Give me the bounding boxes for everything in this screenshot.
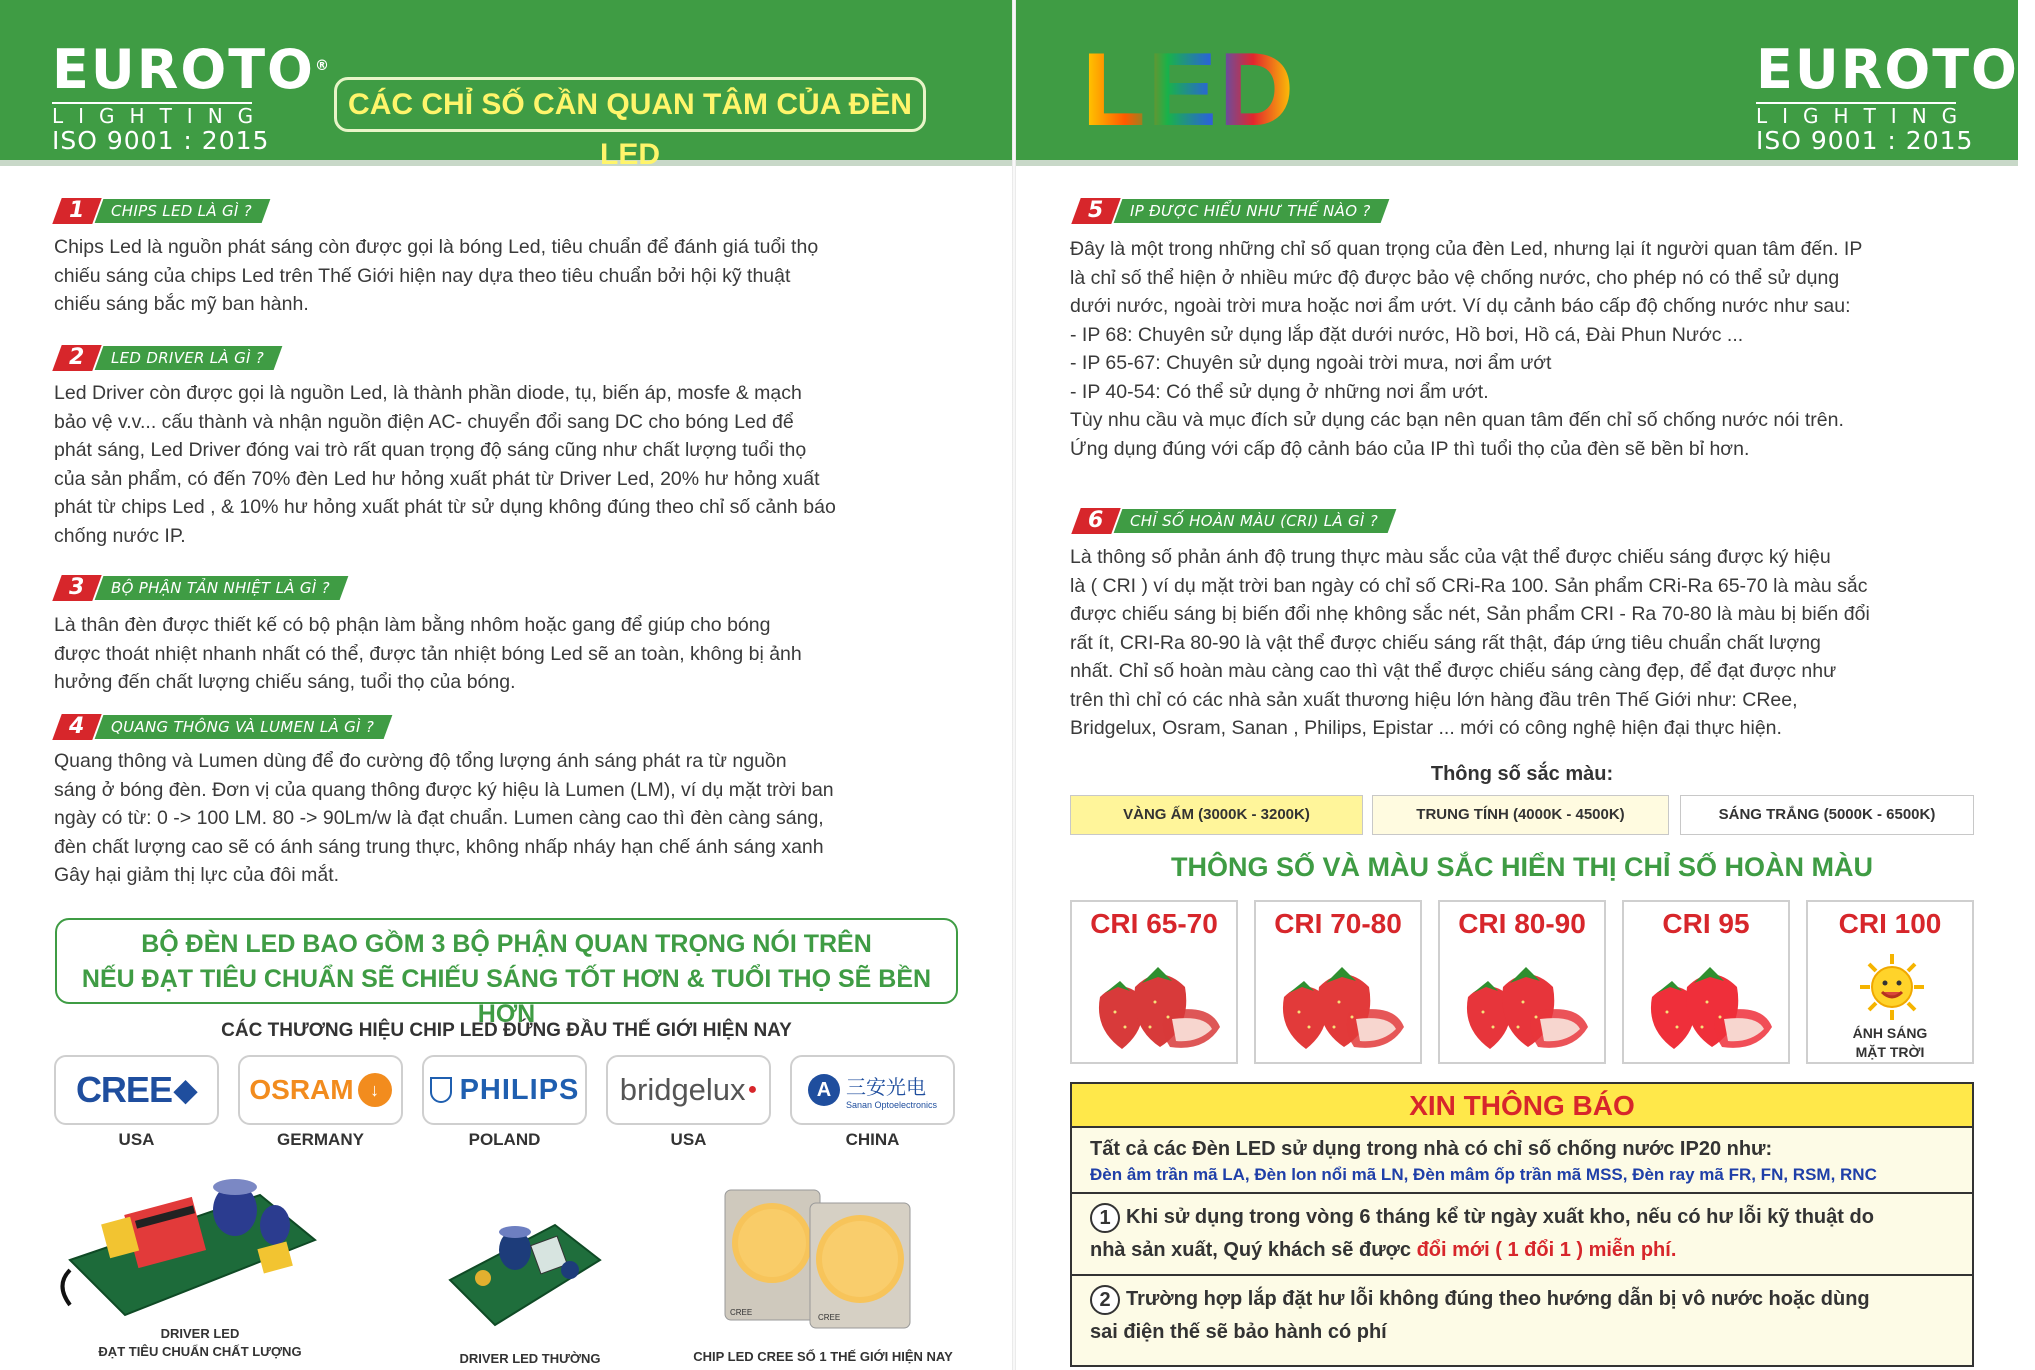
logo-brand: EUROTO [1756, 38, 2019, 101]
brand-card-bridgelux [606, 1055, 771, 1125]
text-line: Led Driver còn được gọi là nguồn Led, là thành phần diode, tụ, biến áp, mosfe & mạch [54, 382, 802, 404]
brand-card-cree [54, 1055, 219, 1125]
temp-warm: VÀNG ẤM (3000K - 3200K) [1070, 795, 1363, 835]
summary-line-1: BỘ ĐÈN LED BAO GỒM 3 BỘ PHẬN QUAN TRỌNG NÓI TRÊN [141, 930, 872, 958]
cri-label: CRI 95 [1662, 908, 1750, 939]
logo-registered: ® [314, 58, 331, 74]
brand-country: USA [670, 1130, 707, 1149]
logo-lighting: LIGHTING [1756, 104, 1973, 128]
text-line: chống nước IP. [54, 524, 186, 547]
text-line: hưởng đến chất lượng chiếu sáng, tuổi thọ của bóng. [54, 671, 516, 693]
driver-led-quality-caption [80, 1325, 320, 1361]
bridgelux-dot-icon: ● [747, 1081, 758, 1098]
brand-card-sanan [790, 1055, 955, 1125]
cri-label: CRI 80-90 [1458, 908, 1586, 939]
text-line: Đây là một trong những chỉ số quan trọng của đèn Led, nhưng lại ít người quan tâm đến. IP [1070, 238, 1863, 260]
section-6-tag [1076, 508, 1392, 534]
led-title: LED [1082, 32, 1296, 148]
notice-number-2: 2 [1090, 1285, 1120, 1315]
cri-card [1438, 900, 1606, 1064]
chip-mark-left: CREE [730, 1308, 753, 1317]
logo-brand: EUROTO [52, 38, 315, 101]
text-line: Quang thông và Lumen dùng để đo cường độ tổng lượng ánh sáng phát ra từ nguồn [54, 750, 787, 772]
brand-country: USA [118, 1130, 155, 1149]
section-label: QUANG THÔNG VÀ LUMEN LÀ GÌ ? [111, 718, 375, 736]
text-line: sáng ở bóng đèn. Đơn vị của quang thông được ký hiệu là Lumen (LM), ví dụ mặt trời ban [54, 778, 834, 801]
section-1-text [54, 233, 954, 319]
section-number: 6 [1088, 508, 1104, 533]
section-label: BỘ PHẬN TẢN NHIỆT LÀ GÌ ? [111, 579, 330, 597]
section-5-text [1070, 235, 1974, 463]
text-line: Gây hại giảm thị lực của đôi mắt. [54, 864, 340, 886]
sanan-logo: 三安光电 [845, 1074, 926, 1099]
euroto-logo-right [1756, 38, 2035, 155]
notice-box [1070, 1082, 1974, 1367]
notice-item-2-a: Trường hợp lắp đặt hư lỗi không đúng theo hướng dẫn bị vô nước hoặc dùng [1126, 1288, 1870, 1310]
page-fold [1012, 0, 1016, 1370]
cri-card [1622, 900, 1790, 1064]
text-line: - IP 40-54: Có thể sử dụng ở những nơi ẩm ướt. [1070, 380, 1489, 403]
summary-box [55, 918, 958, 1028]
caption-line: DRIVER LED [160, 1326, 240, 1341]
section-number: 3 [69, 575, 85, 600]
notice-item-2-b: sai điện thế sẽ bảo hành có phí [1090, 1321, 1387, 1343]
text-line: của sản phẩm, có đến 70% đèn Led hư hỏng xuất phát từ Driver Led, 20% hư hỏng xuất [54, 467, 820, 490]
sun-smiley-icon [1852, 952, 1932, 1022]
osram-logo: OSRAM [249, 1074, 354, 1105]
brand-card-osram [238, 1055, 403, 1125]
section-1-tag [57, 198, 266, 224]
cri-card-sun [1806, 900, 1974, 1064]
section-3-text [54, 611, 954, 697]
philips-shield-icon [430, 1077, 452, 1103]
brand-country: POLAND [468, 1130, 541, 1149]
cri-card [1070, 900, 1238, 1064]
section-3-tag [57, 575, 344, 601]
logo-iso: ISO 9001 : 2015 [52, 126, 270, 155]
text-line: được chiếu sáng bị biến đổi nhẹ không sắc nét, Sản phẩm CRI - Ra 70-80 là màu bị biến đổi [1070, 603, 1870, 625]
notice-title: XIN THÔNG BÁO [1072, 1084, 1972, 1128]
notice-item-1-highlight: đổi mới ( 1 đổi 1 ) miễn phí. [1416, 1239, 1677, 1261]
section-6-text [1070, 543, 1974, 743]
text-line: - IP 68: Chuyên sử dụng lắp đặt dưới nước, Hồ bơi, Hồ cá, Đài Phun Nước ... [1070, 323, 1744, 346]
cree-arrow-icon: ◆ [173, 1073, 198, 1107]
temp-neutral: TRUNG TÍNH (4000K - 4500K) [1372, 795, 1669, 835]
text-line: dưới nước, ngoài trời mưa hoặc nơi ẩm ướt. Ví dụ cảnh báo cấp độ chống nước như sau: [1070, 295, 1851, 317]
philips-logo: PHILIPS [459, 1073, 580, 1106]
chip-mark-right: CREE [818, 1313, 841, 1322]
logo-lighting: LIGHTING [52, 104, 269, 128]
strawberry-image [1448, 957, 1598, 1057]
section-number: 1 [69, 198, 85, 223]
driver-led-standard-caption: DRIVER LED THƯỜNG [459, 1351, 601, 1366]
sun-line-2: MẶT TRỜI [1855, 1044, 1925, 1060]
temp-cool: SÁNG TRẮNG (5000K - 6500K) [1680, 795, 1974, 835]
sun-line-1: ÁNH SÁNG [1852, 1025, 1928, 1041]
section-2-text [54, 379, 954, 550]
brand-country: CHINA [845, 1130, 900, 1149]
strawberry-image [1632, 957, 1782, 1057]
bridgelux-logo: bridgelux [619, 1072, 746, 1107]
text-line: được thoát nhiệt nhanh nhất có thể, được tản nhiệt bóng Led sẽ an toàn, không bị ảnh [54, 642, 802, 665]
text-line: Là thông số phản ánh độ trung thực màu sắc của vật thể được chiếu sáng được ký hiệu [1070, 546, 1831, 568]
section-label: CHỈ SỐ HOÀN MÀU (CRI) LÀ GÌ ? [1130, 512, 1378, 530]
text-line: bảo vệ v.v... cấu thành và nhận nguồn điện AC- chuyển đổi sang DC cho bóng Led để [54, 410, 794, 433]
notice-number-1: 1 [1090, 1203, 1120, 1233]
page-title: CÁC CHỈ SỐ CẦN QUAN TÂM CỦA ĐÈN LED [334, 77, 926, 132]
brand-country: GERMANY [277, 1130, 364, 1149]
text-line: ngày có từ: 0 -> 100 LM. 80 -> 90Lm/w là đạt chuẩn. Lumen càng cao thì đèn càng sáng, [54, 807, 824, 829]
text-line: Ứng dụng đúng với cấp độ cảnh báo của IP thì tuổi thọ của đèn sẽ bền bỉ hơn. [1070, 437, 1750, 460]
cri-card [1254, 900, 1422, 1064]
sanan-subtitle: Sanan Optoelectronics [845, 1099, 938, 1110]
text-line: là ( CRI ) ví dụ mặt trời ban ngày có chỉ số CRi-Ra 100. Sản phẩm CRi-Ra 65-70 là màu sắc [1070, 574, 1868, 597]
brand-card-philips [422, 1055, 587, 1125]
text-line: đèn chất lượng cao sẽ có ánh sáng trung thực, không nhấp nháy hạn chế ánh sáng xanh [54, 835, 824, 858]
cri-label: CRI 65-70 [1090, 908, 1218, 939]
text-line: chiếu sáng của chips Led trên Thế Giới hiện nay dựa theo tiêu chuẩn bởi hội kỹ thuật [54, 264, 791, 287]
section-4-tag [57, 714, 388, 740]
section-label: LED DRIVER LÀ GÌ ? [111, 349, 265, 367]
text-line: Bridgelux, Osram, Sanan , Philips, Epistar ... mới có công nghệ hiện đại thực hiện. [1070, 717, 1782, 739]
text-line: phát từ chips Led , & 10% hư hỏng xuất phát từ sử dụng không đúng theo chỉ số cảnh báo [54, 496, 836, 518]
section-number: 5 [1088, 198, 1104, 223]
brands-title: CÁC THƯƠNG HIỆU CHIP LED ĐỨNG ĐẦU THẾ GIỚI HIỆN NAY [221, 1020, 792, 1041]
euroto-logo-left [52, 38, 331, 155]
notice-models: Đèn âm trần mã LA, Đèn lon nổi mã LN, Đèn mâm ốp trần mã MSS, Đèn ray mã FR, FN, RSM, RNC [1090, 1165, 1877, 1184]
cree-chip-image [720, 1185, 920, 1335]
text-line: Chips Led là nguồn phát sáng còn được gọi là bóng Led, tiêu chuẩn để đánh giá tuổi thọ [54, 236, 819, 258]
section-number: 2 [69, 345, 85, 370]
section-number: 4 [69, 714, 85, 739]
cri-label: CRI 100 [1838, 908, 1942, 939]
section-2-tag [57, 345, 278, 371]
text-line: Tùy nhu cầu và mục đích sử dụng các bạn nên quan tâm đến chỉ số chống nước nói trên. [1070, 409, 1844, 431]
section-label: CHIPS LED LÀ GÌ ? [111, 202, 252, 220]
text-line: là chỉ số thể hiện ở nhiều mức độ được bảo vệ chống nước, cho phép nó có thể sử dụng [1070, 266, 1840, 289]
text-line: chiếu sáng bắc mỹ ban hành. [54, 293, 309, 315]
driver-led-quality-image [60, 1165, 320, 1325]
notice-item-1-b: nhà sản xuất, Quý khách sẽ được [1090, 1239, 1417, 1261]
strawberry-image [1264, 957, 1414, 1057]
strawberry-image [1080, 957, 1230, 1057]
summary-line-2: NẾU ĐẠT TIÊU CHUẨN SẼ CHIẾU SÁNG TỐT HƠN & TUỔI THỌ SẼ BỀN HƠN [81, 965, 932, 1028]
notice-item-1-a: Khi sử dụng trong vòng 6 tháng kể từ ngày xuất kho, nếu có hư lỗi kỹ thuật do [1126, 1206, 1874, 1228]
cree-logo: CREE [75, 1069, 172, 1110]
text-line: Là thân đèn được thiết kế có bộ phận làm bằng nhôm hoặc gang để giúp cho bóng [54, 614, 771, 636]
osram-bulb-icon: ↓ [358, 1073, 392, 1107]
cri-title: THÔNG SỐ VÀ MÀU SẮC HIỂN THỊ CHỈ SỐ HOÀN MÀU [1170, 852, 1873, 882]
driver-led-standard-image [445, 1200, 605, 1340]
color-temp-title: Thông số sắc màu: [1430, 763, 1614, 785]
cri-label: CRI 70-80 [1274, 908, 1402, 939]
text-line: nhất. Chỉ số hoàn màu càng cao thì vật thể được chiếu sáng càng đẹp, để đạt được như [1070, 660, 1837, 682]
caption-line: ĐẠT TIÊU CHUẨN CHẤT LƯỢNG [98, 1344, 302, 1359]
text-line: trên thì chỉ có các nhà sản xuất thương hiệu lớn hàng đầu trên Thế Giới như: CRee, [1070, 688, 1798, 711]
section-4-text [54, 747, 954, 890]
sanan-a-icon: A [808, 1074, 840, 1106]
section-5-tag [1076, 198, 1385, 224]
notice-intro: Tất cả các Đèn LED sử dụng trong nhà có chỉ số chống nước IP20 như: [1090, 1138, 1773, 1160]
text-line: phát sáng, Led Driver đóng vai trò rất quan trọng độ sáng cũng như chất lượng tuổi thọ [54, 439, 807, 461]
cree-chip-caption: CHIP LED CREE SỐ 1 THẾ GIỚI HIỆN NAY [693, 1349, 953, 1364]
section-label: IP ĐƯỢC HIỂU NHƯ THẾ NÀO ? [1130, 202, 1371, 220]
text-line: rất ít, CRI-Ra 80-90 là vật thể được chiếu sáng rất thật, đáp ứng tiêu chuẩn chất lượng [1070, 631, 1821, 654]
logo-registered: ® [2018, 58, 2035, 74]
text-line: - IP 65-67: Chuyên sử dụng ngoài trời mưa, nơi ẩm ướt [1070, 352, 1552, 374]
logo-iso: ISO 9001 : 2015 [1756, 126, 1974, 155]
header-divider [0, 160, 2018, 166]
